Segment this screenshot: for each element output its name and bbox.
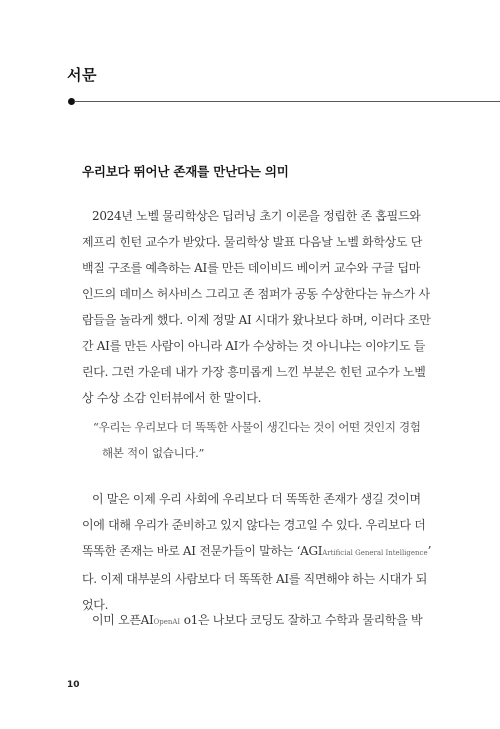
page-number: 10 xyxy=(67,680,80,690)
text-line: 제프리 힌턴 교수가 받았다. 물리학상 발표 다음날 노벨 화학상도 단 xyxy=(82,235,423,249)
text-line: 인드의 데미스 허사비스 그리고 존 점퍼가 공동 수상한다는 뉴스가 사 xyxy=(82,287,430,301)
text-line: 2024년 노벨 물리학상은 딥러닝 초기 이론을 정립한 존 홉필드와 xyxy=(92,209,421,223)
text-fragment: 이미 오픈AI xyxy=(92,613,154,627)
chapter-title: 서문 xyxy=(67,66,97,84)
quote-line: “우리는 우리보다 더 똑똑한 사물이 생긴다는 것이 어떤 것인지 경험 xyxy=(93,420,421,434)
text-line: 상 수상 소감 인터뷰에서 한 말이다. xyxy=(82,391,262,405)
text-line: 간 AI를 만든 사람이 아니라 AI가 수상하는 것 아니냐는 이야기도 들 xyxy=(82,339,426,353)
quote-line: 해본 적이 없습니다.” xyxy=(102,446,205,460)
header-rule xyxy=(74,101,500,102)
text-line: 었다. xyxy=(82,598,109,612)
text-line: 이에 대해 우리가 준비하고 있지 않다는 경고일 수 있다. 우리보다 더 xyxy=(82,518,426,532)
paragraph-intro xyxy=(82,203,432,411)
text-line: 다. 이제 대부분의 사람보다 더 똑똑한 AI를 직면해야 하는 시대가 되 xyxy=(82,572,428,586)
text-fragment: 똑똑한 존재는 바로 AI 전문가들이 말하는 ‘AGI xyxy=(82,544,323,558)
block-quote xyxy=(93,414,433,466)
section-heading: 우리보다 뛰어난 존재를 만난다는 의미 xyxy=(82,164,289,179)
agi-annotation: Artificial General Intelligence xyxy=(322,549,428,557)
text-line: 람들을 놀라게 했다. 이제 정말 AI 시대가 왔나보다 하며, 이러다 조만 xyxy=(82,313,431,327)
text-fragment: o1은 나보다 코딩도 잘하고 수학과 물리학을 박 xyxy=(180,613,423,627)
text-line: 백질 구조를 예측하는 AI를 만든 데이비드 베이커 교수와 구글 딥마 xyxy=(82,261,421,275)
text-line: 린다. 그런 가운데 내가 가장 흥미롭게 느낀 부분은 힌턴 교수가 노벨 xyxy=(82,365,426,379)
openai-annotation: OpenAI xyxy=(153,618,181,626)
paragraph-openai xyxy=(82,607,432,635)
text-line xyxy=(82,538,432,566)
text-line xyxy=(82,607,432,635)
paragraph-agi xyxy=(82,486,432,618)
text-line: 이 말은 이제 우리 사회에 우리보다 더 똑똑한 존재가 생길 것이며 xyxy=(92,492,421,506)
text-fragment: ’ xyxy=(427,544,432,558)
